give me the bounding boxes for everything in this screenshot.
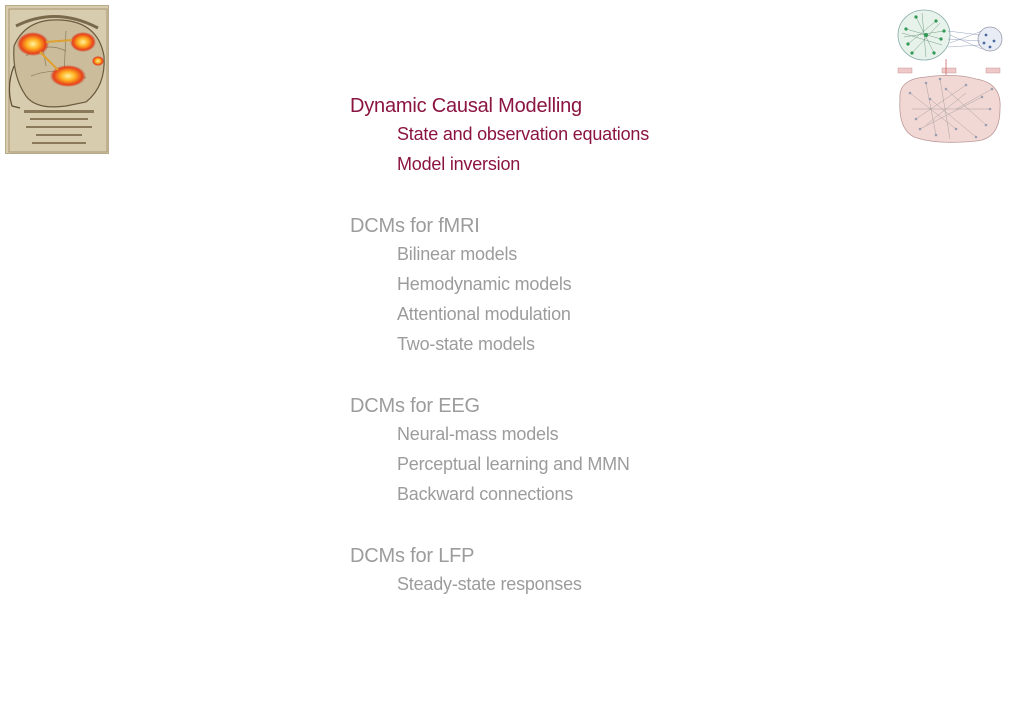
presentation-outline xyxy=(350,93,649,599)
outline-item: Two-state models xyxy=(397,334,535,354)
outline-section-lfp xyxy=(350,543,649,599)
outline-heading: Dynamic Causal Modelling xyxy=(350,95,582,117)
network-diagram xyxy=(896,9,1004,146)
brain-illustration xyxy=(6,6,109,154)
outline-section-dcm xyxy=(350,93,649,179)
outline-item: Backward connections xyxy=(397,484,574,504)
outline-item: Model inversion xyxy=(397,154,521,174)
outline-item: Perceptual learning and MMN xyxy=(397,454,630,474)
outline-item: Attentional modulation xyxy=(397,304,571,324)
outline-item: State and observation equations xyxy=(397,124,649,144)
outline-heading: DCMs for EEG xyxy=(350,395,480,417)
outline-item: Steady-state responses xyxy=(397,574,582,594)
outline-heading: DCMs for fMRI xyxy=(350,215,480,237)
outline-item: Bilinear models xyxy=(397,244,518,264)
outline-section-eeg xyxy=(350,393,649,509)
network-graph-image xyxy=(896,9,1004,146)
outline-item: Hemodynamic models xyxy=(397,274,572,294)
outline-item: Neural-mass models xyxy=(397,424,559,444)
outline-heading: DCMs for LFP xyxy=(350,545,475,567)
outline-section-fmri xyxy=(350,213,649,359)
phrenology-brain-image xyxy=(5,5,109,154)
